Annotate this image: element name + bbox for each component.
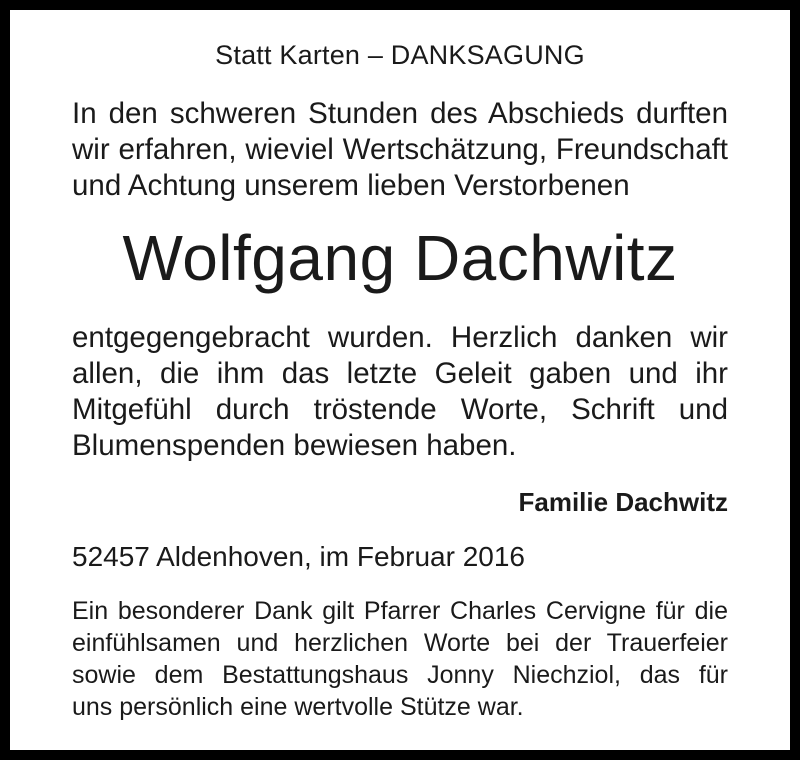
family-signature: Familie Dachwitz <box>518 487 728 517</box>
footer-line: sowie dem Bestattungshaus Jonny Niechziol, das für <box>72 661 728 689</box>
intro-line: In den schweren Stunden des Abschieds durften <box>72 97 728 130</box>
intro-text <box>72 96 728 204</box>
place-date-text: 52457 Aldenhoven, im Februar 2016 <box>72 541 525 572</box>
place-date <box>72 540 728 574</box>
intro-line: und Achtung unserem lieben Verstorbenen <box>72 169 630 202</box>
body-line: entgegengebracht wurden. Herzlich danken wir <box>72 321 728 354</box>
body-line: Blumenspenden bewiesen haben. <box>72 429 517 462</box>
body-line: allen, die ihm das letzte Geleit gaben und ihr <box>72 357 728 390</box>
footer-line: Ein besonderer Dank gilt Pfarrer Charles Cervigne für die <box>72 597 728 625</box>
footer-line: uns persönlich eine wertvolle Stütze war. <box>72 693 524 721</box>
body-line: Mitgefühl durch tröstende Worte, Schrift und <box>72 393 728 426</box>
intro-line: wir erfahren, wieviel Wertschätzung, Freundschaft <box>72 133 728 166</box>
deceased-name: Wolfgang Dachwitz <box>122 222 678 294</box>
thanks-text <box>72 320 728 464</box>
special-thanks-text <box>72 595 728 723</box>
notice-heading: Statt Karten – DANKSAGUNG <box>215 40 585 70</box>
footer-line: einfühlsamen und herzlichen Worte bei der Trauerfeier <box>72 629 728 657</box>
obituary-notice <box>10 10 790 750</box>
